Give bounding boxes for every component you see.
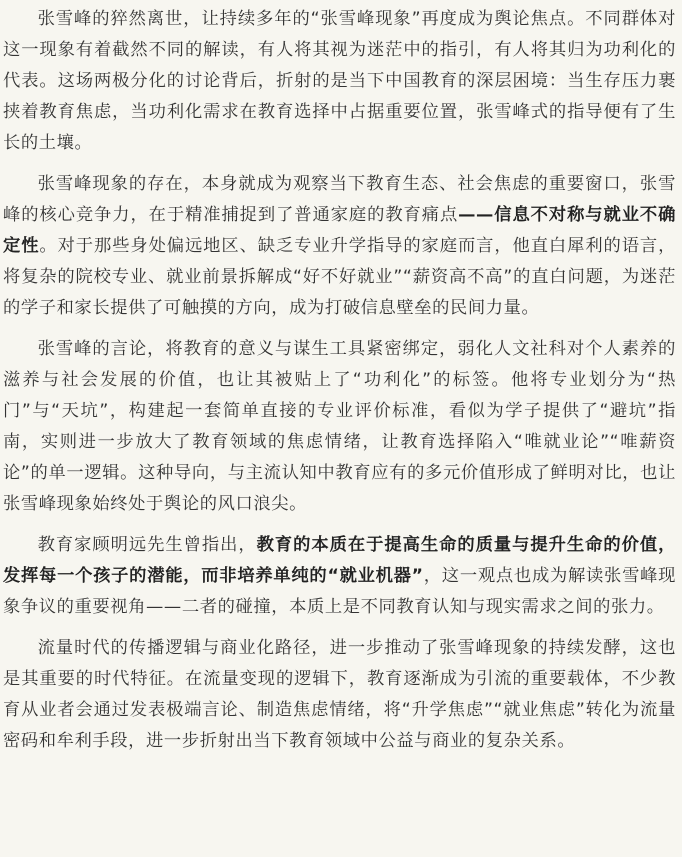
- paragraph-2-bold-emphasis: ——信息不对称与就业不确定性: [3, 205, 676, 256]
- paragraph-4-text-b: ，这一观点也成为解读张雪峰现象争议的重要视角——二者的碰撞，本质上是不同教育认知与现实需求之间的张力。: [3, 566, 677, 617]
- paragraph-4: [3, 530, 676, 623]
- paragraph-5: [3, 633, 676, 757]
- paragraph-1: [3, 4, 676, 159]
- paragraph-2-text-a: 张雪峰现象的存在，本身就成为观察当下教育生态、社会焦虑的重要窗口，张雪峰的核心竞争力，在于精准捕捉到了普通家庭的教育痛点: [3, 174, 676, 225]
- paragraph-4-bold-quote: 教育的本质在于提高生命的质量与提升生命的价值，发挥每一个孩子的潜能，而非培养单纯的“就业机器”: [3, 535, 676, 586]
- paragraph-1-text: 张雪峰的猝然离世，让持续多年的“张雪峰现象”再度成为舆论焦点。不同群体对这一现象有着截然不同的解读，有人将其视为迷茫中的指引，有人将其归为功利化的代表。这场两极分化的讨论背后，折射的是当下中国教育的深层困境：当生存压力裹挟着教育焦虑，当功利化需求在教育选择中占据重要位置，张雪峰式的指导便有了生长的土壤。: [3, 9, 676, 153]
- paragraph-3: [3, 334, 676, 520]
- paragraph-2-text-b: 。对于那些身处偏远地区、缺乏专业升学指导的家庭而言，他直白犀利的语言，将复杂的院校专业、就业前景拆解成“好不好就业”“薪资高不高”的直白问题，为迷茫的学子和家长提供了可触摸的方向，成为打破信息壁垒的民间力量。: [3, 236, 676, 318]
- paragraph-2: [3, 169, 676, 324]
- paragraph-3-text: 张雪峰的言论，将教育的意义与谋生工具紧密绑定，弱化人文社科对个人素养的滋养与社会发展的价值，也让其被贴上了“功利化”的标签。他将专业划分为“热门”与“天坑”，构建起一套简单直接的专业评价标准，看似为学子提供了“避坑”指南，实则进一步放大了教育领域的焦虑情绪，让教育选择陷入“唯就业论”“唯薪资论”的单一逻辑。这种导向，与主流认知中教育应有的多元价值形成了鲜明对比，也让张雪峰现象始终处于舆论的风口浪尖。: [3, 339, 676, 514]
- paragraph-4-text-a: 教育家顾明远先生曾指出，: [37, 535, 257, 555]
- paragraph-5-text: 流量时代的传播逻辑与商业化路径，进一步推动了张雪峰现象的持续发酵，这也是其重要的时代特征。在流量变现的逻辑下，教育逐渐成为引流的重要载体，不少教育从业者会通过发表极端言论、制造焦虑情绪，将“升学焦虑”“就业焦虑”转化为流量密码和牟利手段，进一步折射出当下教育领域中公益与商业的复杂关系。: [3, 638, 676, 751]
